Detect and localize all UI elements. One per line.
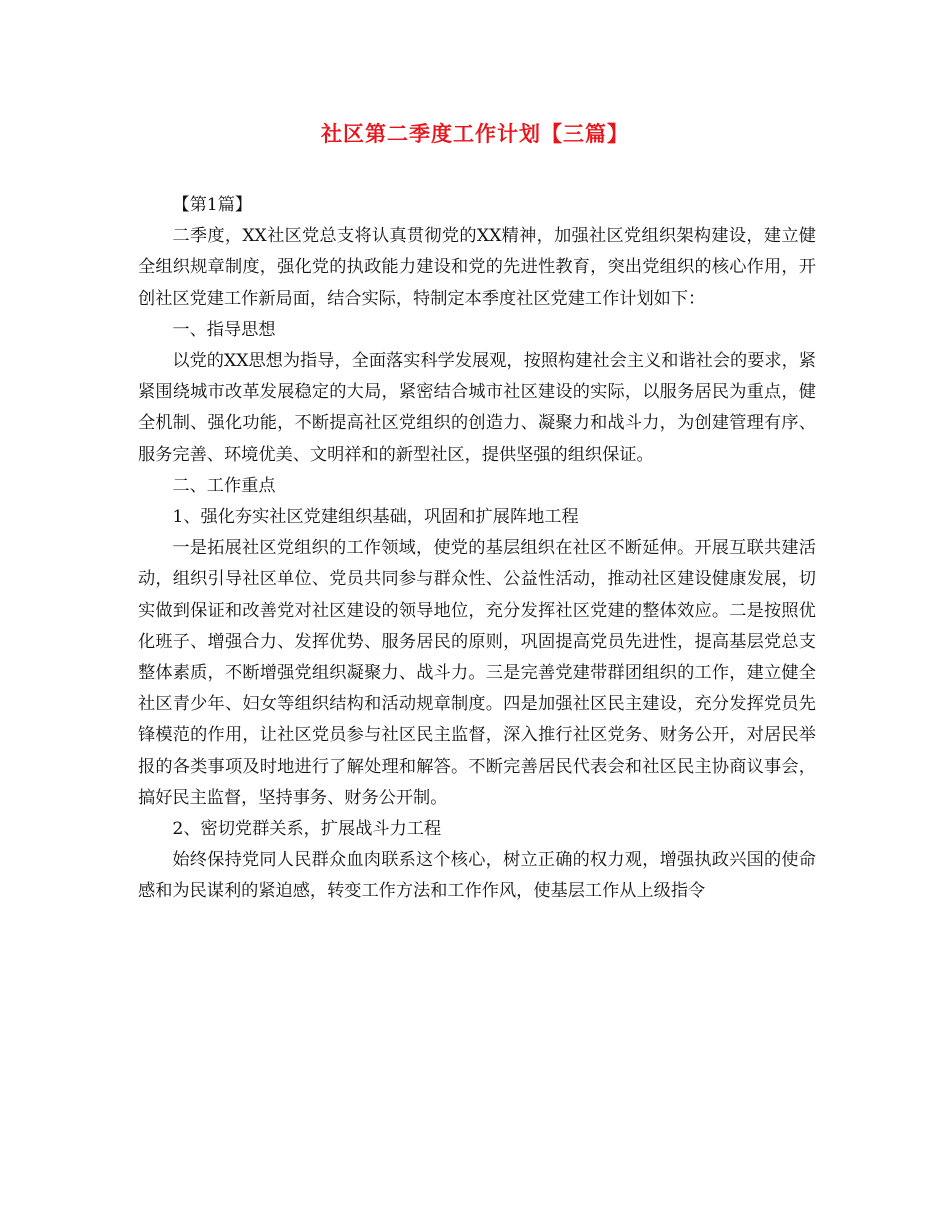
guiding-thought-paragraph: 以党的XX思想为指导，全面落实科学发展观，按照构建社会主义和谐社会的要求，紧紧围绕城市改革发展稳定的大局，紧密结合城市社区建设的实际，以服务居民为重点，健全机制、强化功能，不断提高社区党组织的创造力、凝聚力和战斗力，为创建管理有序、服务完善、环境优美、文明祥和的新型社区，提供坚强的组织保证。 — [138, 351, 816, 465]
item-1-paragraph: 一是拓展社区党组织的工作领域，使党的基层组织在社区不断延伸。开展互联共建活动，组织引导社区单位、党员共同参与群众性、公益性活动，推动社区建设健康发展，切实做到保证和改善党对社区建设的领导地位，充分发挥社区党建的整体效应。二是按照优化班子、增强合力、发挥优势、服务居民的原则，巩固提高党员先进性，提高基层党总支整体素质，不断增强党组织凝聚力、战斗力。三是完善党建带群团组织的工作，建立健全社区青少年、妇女等组织结构和活动规章制度。四是加强社区民主建设，充分发挥党员先锋模范的作用，让社区党员参与社区民主监督，深入推行社区党务、财务公开，对居民举报的各类事项及时地进行了解处理和解答。不断完善居民代表会和社区民主协商议事会，搞好民主监督，坚持事务、财务公开制。 — [138, 538, 816, 808]
document-title: 社区第二季度工作计划【三篇】 — [321, 122, 629, 146]
document-body — [138, 190, 816, 908]
heading-work-focus: 二、工作重点 — [172, 475, 276, 496]
subheading-item-1: 1、强化夯实社区党建组织基础，巩固和扩展阵地工程 — [172, 507, 579, 528]
section-heading-part-1: 【第1篇】 — [172, 195, 253, 215]
intro-paragraph: 二季度，XX社区党总支将认真贯彻党的XX精神，加强社区党组织架构建设，建立健全组织规章制度，强化党的执政能力建设和党的先进性教育，突出党组织的核心作用，开创社区党建工作新局面，结合实际，特制定本季度社区党建工作计划如下： — [138, 226, 816, 309]
heading-guiding-thought: 一、指导思想 — [172, 319, 276, 340]
item-2-paragraph: 始终保持党同人民群众血肉联系这个核心，树立正确的权力观，增强执政兴国的使命感和为民谋利的紧迫感，转变工作方法和工作作风，使基层工作从上级指令 — [138, 850, 816, 902]
subheading-item-2: 2、密切党群关系，扩展战斗力工程 — [172, 819, 442, 840]
